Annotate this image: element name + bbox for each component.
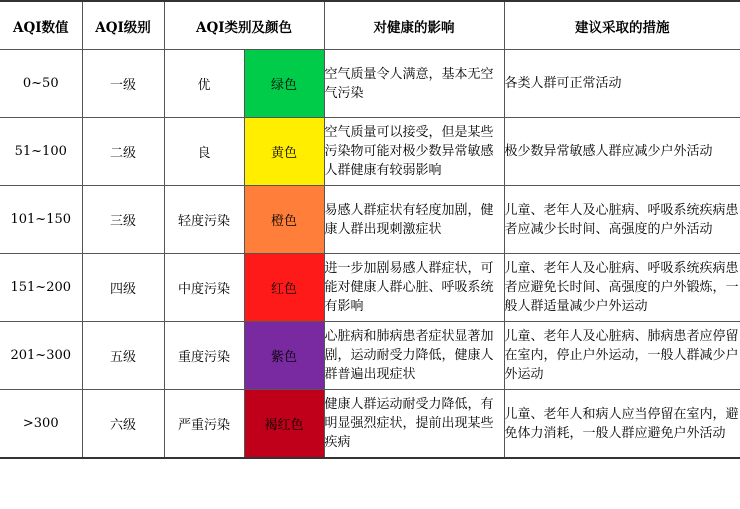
aqi-category: 重度污染 [164, 322, 244, 390]
health-impact: 空气质量可以接受，但是某些污染物可能对极少数异常敏感人群健康有较弱影响 [324, 118, 504, 186]
header-aqi-value: AQI数值 [0, 1, 82, 50]
advice: 儿童、老年人及心脏病、呼吸系统疾病患者应减少长时间、高强度的户外活动 [504, 186, 740, 254]
aqi-category: 轻度污染 [164, 186, 244, 254]
table-row [0, 322, 740, 390]
aqi-category: 良 [164, 118, 244, 186]
color-swatch: 红色 [244, 254, 324, 322]
color-swatch: 紫色 [244, 322, 324, 390]
advice: 极少数异常敏感人群应减少户外活动 [504, 118, 740, 186]
table-row [0, 186, 740, 254]
aqi-level: 五级 [82, 322, 164, 390]
advice: 儿童、老年人及心脏病、呼吸系统疾病患者应避免长时间、高强度的户外锻炼，一般人群适量减少户外运动 [504, 254, 740, 322]
aqi-level: 三级 [82, 186, 164, 254]
header-advice: 建议采取的措施 [504, 1, 740, 50]
health-impact: 空气质量令人满意，基本无空气污染 [324, 50, 504, 118]
aqi-range: >300 [0, 390, 82, 459]
health-impact: 健康人群运动耐受力降低，有明显强烈症状，提前出现某些疾病 [324, 390, 504, 459]
aqi-category: 优 [164, 50, 244, 118]
header-aqi-level: AQI级别 [82, 1, 164, 50]
aqi-level: 六级 [82, 390, 164, 459]
header-row [0, 1, 740, 50]
advice: 各类人群可正常活动 [504, 50, 740, 118]
color-swatch: 褐红色 [244, 390, 324, 459]
aqi-category: 严重污染 [164, 390, 244, 459]
aqi-level: 一级 [82, 50, 164, 118]
table-row [0, 50, 740, 118]
aqi-range: 201~300 [0, 322, 82, 390]
health-impact: 进一步加剧易感人群症状，可能对健康人群心脏、呼吸系统有影响 [324, 254, 504, 322]
header-health-impact: 对健康的影响 [324, 1, 504, 50]
aqi-level: 二级 [82, 118, 164, 186]
table-row [0, 390, 740, 459]
color-swatch: 橙色 [244, 186, 324, 254]
aqi-range: 151~200 [0, 254, 82, 322]
aqi-level: 四级 [82, 254, 164, 322]
aqi-range: 101~150 [0, 186, 82, 254]
color-swatch: 黄色 [244, 118, 324, 186]
aqi-range: 0~50 [0, 50, 82, 118]
aqi-category: 中度污染 [164, 254, 244, 322]
health-impact: 心脏病和肺病患者症状显著加剧，运动耐受力降低，健康人群普遍出现症状 [324, 322, 504, 390]
color-swatch: 绿色 [244, 50, 324, 118]
advice: 儿童、老年人和病人应当停留在室内，避免体力消耗，一般人群应避免户外活动 [504, 390, 740, 459]
header-aqi-category: AQI类别及颜色 [164, 1, 324, 50]
aqi-range: 51~100 [0, 118, 82, 186]
table-row [0, 254, 740, 322]
table-row [0, 118, 740, 186]
advice: 儿童、老年人及心脏病、肺病患者应停留在室内，停止户外运动，一般人群减少户外运动 [504, 322, 740, 390]
health-impact: 易感人群症状有轻度加剧，健康人群出现刺激症状 [324, 186, 504, 254]
